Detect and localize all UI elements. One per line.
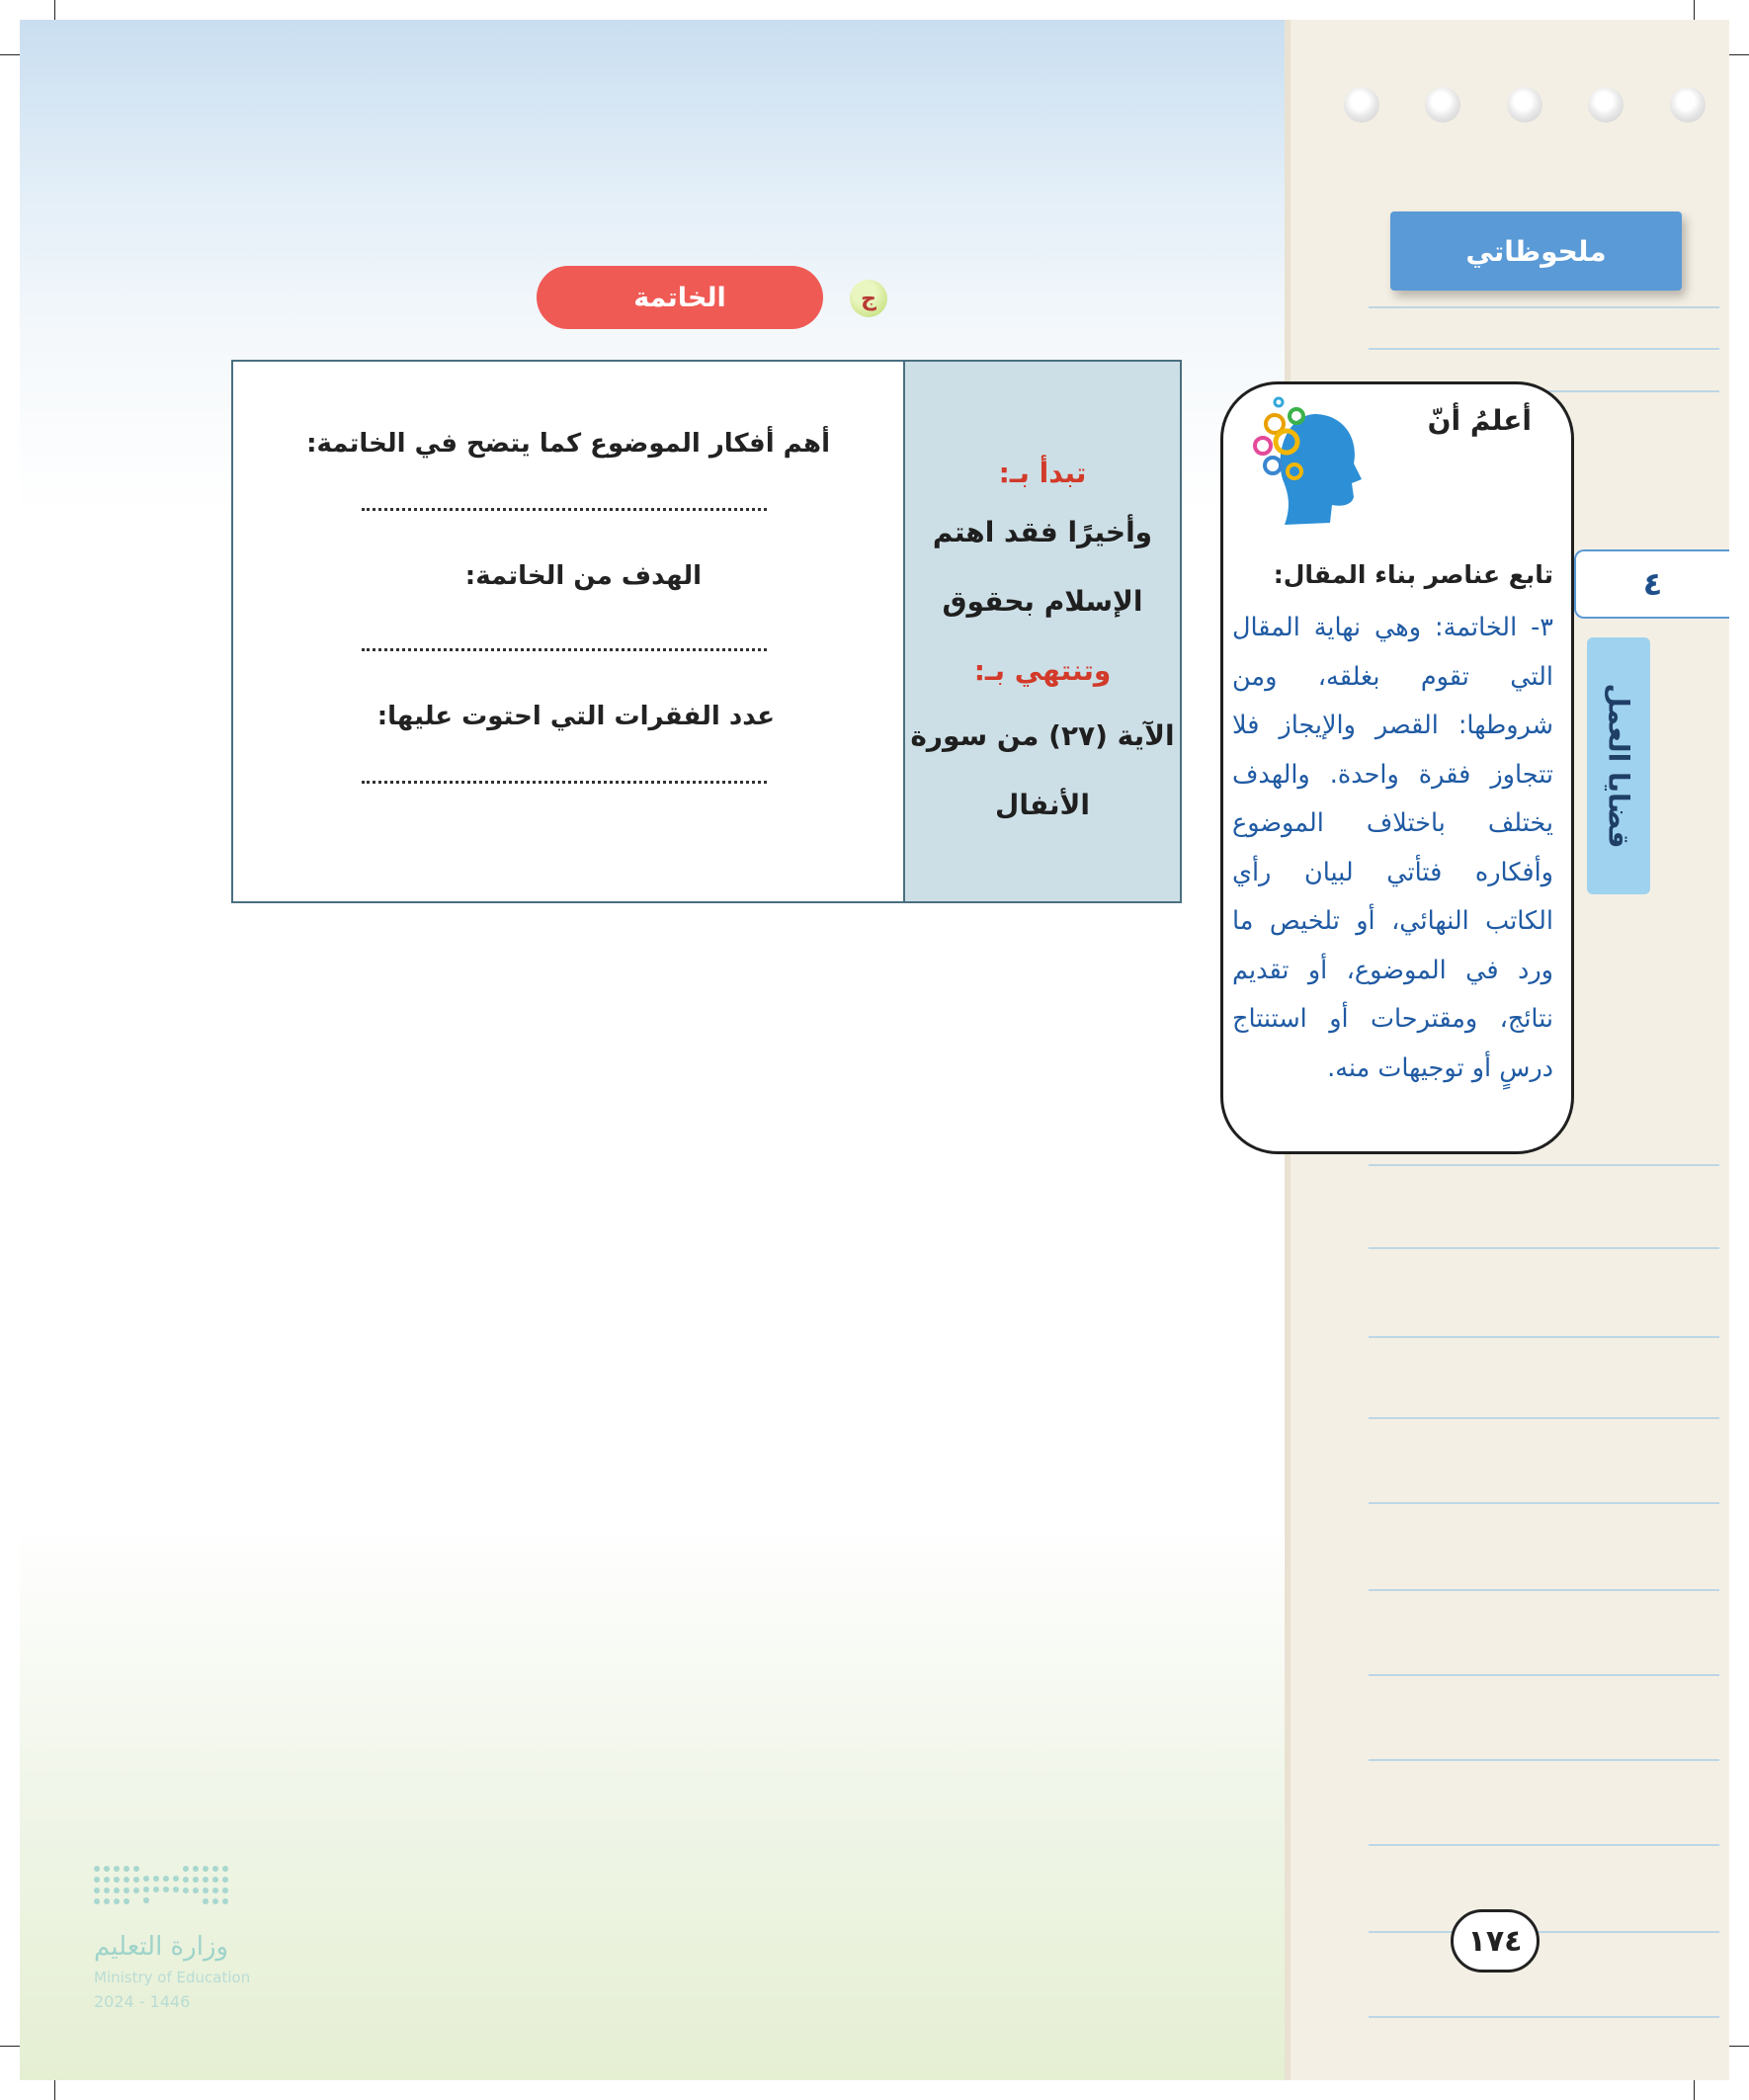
did-you-know-subtitle: تابع عناصر بناء المقال: xyxy=(1273,560,1553,589)
logo-dot xyxy=(193,1866,199,1872)
did-you-know-body: ٣- الخاتمة: وهي نهاية المقال التي تقوم بغلقه، ومن شروطها: القصر والإيجاز فلا تتجاوز فقرة واحدة. والهدف يختلف باختلاف الموضوع وأفكاره فتأتي لبيان رأي الكاتب النهائي، أو تلخيص ما ورد في الموضوع، أو تقديم نتائج، ومقترحات أو استنتاج درسٍ أو توجيهات منه. xyxy=(1232,613,1553,1083)
logo-dot xyxy=(163,1876,169,1882)
binder-hole xyxy=(1344,87,1379,123)
logo-dot xyxy=(183,1888,189,1893)
logo-dot xyxy=(153,1876,159,1882)
logo-dot xyxy=(114,1866,120,1872)
section-title-pill xyxy=(537,266,823,329)
ministry-logo xyxy=(94,1858,311,2016)
chapter-title: قضايا العمل xyxy=(1602,683,1635,849)
notes-tab-label: ملحوظاتي xyxy=(1465,234,1607,268)
logo-dot xyxy=(222,1877,228,1883)
logo-dot xyxy=(94,1888,100,1893)
ruled-line xyxy=(1369,1502,1719,1504)
page-number: ١٧٤ xyxy=(1451,1909,1540,1973)
logo-dot xyxy=(94,1866,100,1872)
logo-dot xyxy=(183,1877,189,1883)
ruled-line xyxy=(1369,1759,1719,1761)
section-title: الخاتمة xyxy=(633,282,726,313)
logo-dot xyxy=(124,1877,129,1883)
logo-dot xyxy=(163,1887,169,1892)
logo-dot xyxy=(153,1887,159,1892)
logo-dot xyxy=(203,1866,208,1872)
conclusion-table xyxy=(231,360,1182,903)
ruled-line xyxy=(1369,1164,1719,1166)
ruled-line xyxy=(1369,2016,1719,2018)
logo-dot xyxy=(173,1876,179,1882)
binder-hole xyxy=(1588,87,1624,123)
ruled-line xyxy=(1369,348,1719,350)
ends-text-line1: الآية (٢٧) من سورة xyxy=(910,719,1175,752)
chapter-number-tab xyxy=(1574,549,1729,619)
ends-text-line2: الأنفال xyxy=(995,789,1090,821)
ends-label: وتنتهي بـ: xyxy=(973,654,1112,687)
ruled-line xyxy=(1369,1931,1719,1933)
brain-gears-icon xyxy=(1245,394,1364,533)
binder-hole xyxy=(1670,87,1706,123)
answer-line-paragraph-count[interactable] xyxy=(362,781,767,784)
binder-hole xyxy=(1425,87,1460,123)
ruled-line xyxy=(1369,1417,1719,1419)
logo-dot xyxy=(203,1898,208,1904)
ruled-line xyxy=(1369,1336,1719,1338)
ruled-line xyxy=(1369,1844,1719,1846)
logo-dot xyxy=(222,1898,228,1904)
logo-dot xyxy=(114,1877,120,1883)
answer-line-goal[interactable] xyxy=(362,648,767,651)
logo-dot xyxy=(133,1888,139,1893)
logo-dot xyxy=(133,1877,139,1883)
logo-dot xyxy=(212,1877,218,1883)
logo-dot xyxy=(193,1877,199,1883)
logo-dot xyxy=(183,1866,189,1872)
ministry-name-ar: وزارة التعليم xyxy=(94,1932,229,1962)
questions-column xyxy=(233,362,907,901)
question-main-ideas: أهم أفكار الموضوع كما يتضح في الخاتمة: xyxy=(306,429,830,459)
logo-dot xyxy=(143,1876,149,1882)
starts-text-line2: الإسلام بحقوق xyxy=(942,585,1143,618)
ruled-line xyxy=(1369,1589,1719,1591)
ruled-line xyxy=(1369,1674,1719,1676)
logo-dot xyxy=(114,1888,120,1893)
did-you-know-title: أعلمُ أنّ xyxy=(1427,404,1532,437)
section-letter-badge: ج xyxy=(850,280,887,317)
logo-dot xyxy=(94,1877,100,1883)
logo-dot xyxy=(143,1887,149,1892)
logo-dot xyxy=(124,1898,129,1904)
chapter-number: ٤ xyxy=(1642,565,1663,603)
starts-text-line1: وأخيرًا فقد اهتم xyxy=(932,516,1153,548)
logo-dot xyxy=(104,1877,110,1883)
logo-dot xyxy=(212,1866,218,1872)
question-goal: الهدف من الخاتمة: xyxy=(464,561,702,591)
logo-dot xyxy=(124,1866,129,1872)
logo-dot xyxy=(203,1877,208,1883)
chapter-title-tab xyxy=(1587,637,1650,894)
logo-dot xyxy=(212,1898,218,1904)
logo-dot xyxy=(104,1888,110,1893)
logo-dot xyxy=(222,1866,228,1872)
logo-dot xyxy=(173,1887,179,1892)
answer-line-main-ideas[interactable] xyxy=(362,508,767,511)
logo-dot xyxy=(193,1888,199,1893)
logo-dot xyxy=(114,1898,120,1904)
logo-dot xyxy=(212,1888,218,1893)
notes-tab xyxy=(1390,211,1682,291)
logo-dot xyxy=(94,1898,100,1904)
question-paragraph-count: عدد الفقرات التي احتوت عليها: xyxy=(376,702,775,731)
ruled-line xyxy=(1369,1247,1719,1249)
ministry-year: 2024 - 1446 xyxy=(94,1992,191,2011)
starts-label: تبدأ بـ: xyxy=(998,457,1087,489)
ruled-line xyxy=(1369,306,1719,308)
ministry-name-en: Ministry of Education xyxy=(94,1969,251,1986)
logo-dot xyxy=(203,1888,208,1893)
binder-hole xyxy=(1507,87,1542,123)
did-you-know-card xyxy=(1220,381,1574,1154)
logo-dot xyxy=(133,1866,139,1872)
logo-dot xyxy=(104,1866,110,1872)
start-end-column xyxy=(903,362,1180,901)
logo-dot xyxy=(143,1897,149,1903)
logo-dot xyxy=(124,1888,129,1893)
logo-dot xyxy=(104,1898,110,1904)
logo-dot xyxy=(222,1888,228,1893)
